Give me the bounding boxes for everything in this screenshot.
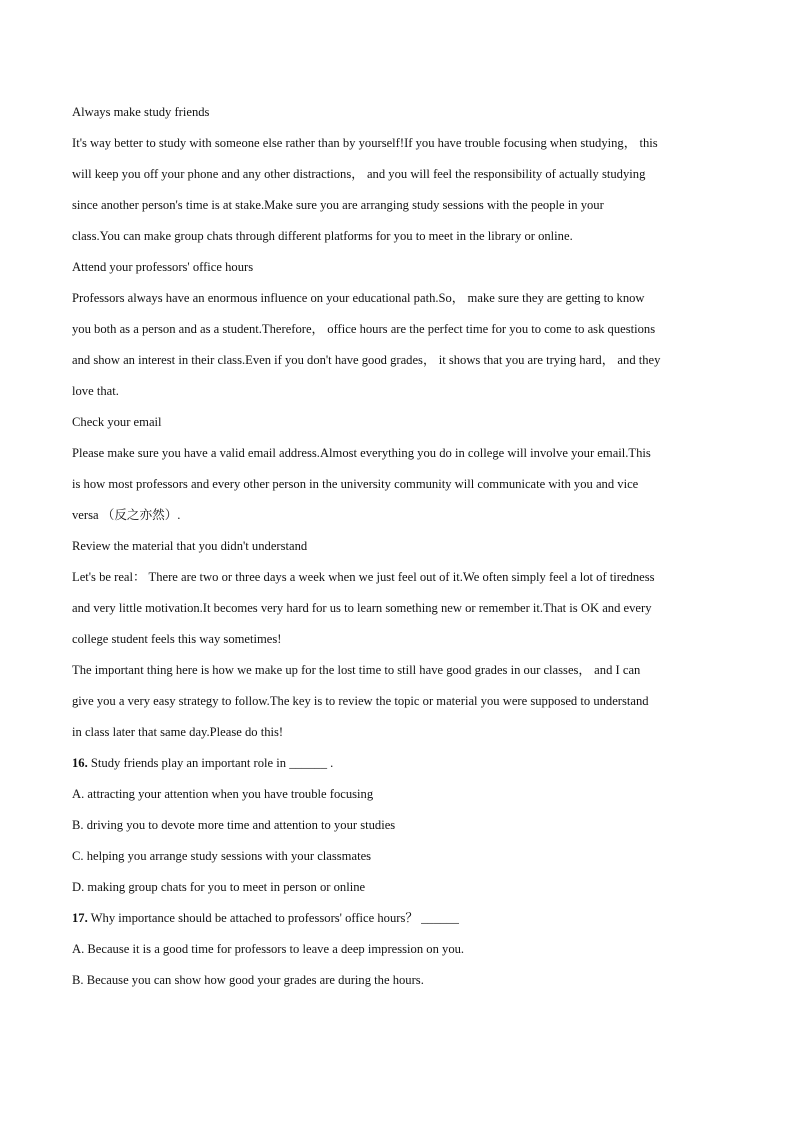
paragraph bbox=[72, 562, 720, 655]
answer-option-b: B. Because you can show how good your grades are during the hours. bbox=[72, 973, 424, 987]
section-heading: Review the material that you didn't understand bbox=[72, 539, 308, 553]
paragraph bbox=[72, 655, 720, 748]
paragraph bbox=[72, 128, 720, 252]
paragraph bbox=[72, 438, 720, 531]
question-number: 16. bbox=[72, 756, 88, 770]
paragraph-line: It's way better to study with someone else rather than by yourself!If you have trouble focusing when studying， this bbox=[72, 136, 658, 150]
paragraph-line: give you a very easy strategy to follow.The key is to review the topic or material you were supposed to understand bbox=[72, 694, 649, 708]
question-number: 17. bbox=[72, 911, 88, 925]
answer-option-b: B. driving you to devote more time and attention to your studies bbox=[72, 818, 396, 832]
paragraph-line: love that. bbox=[72, 384, 119, 398]
paragraph-line: Professors always have an enormous influence on your educational path.So， make sure they are getting to know bbox=[72, 291, 645, 305]
section-office-hours bbox=[72, 252, 720, 407]
question-16 bbox=[72, 748, 720, 903]
section-heading: Attend your professors' office hours bbox=[72, 260, 254, 274]
paragraph-line: Let's be real： There are two or three days a week when we just feel out of it.We often simply feel a lot of tiredness bbox=[72, 570, 655, 584]
question-text: Why importance should be attached to professors' office hours？ ______ bbox=[87, 911, 459, 925]
paragraph-line: since another person's time is at stake.Make sure you are arranging study sessions with the people in your bbox=[72, 198, 604, 212]
paragraph bbox=[72, 283, 720, 407]
question-text: Study friends play an important role in ______ . bbox=[87, 756, 334, 770]
paragraph-line: college student feels this way sometimes! bbox=[72, 632, 282, 646]
paragraph-line: The important thing here is how we make up for the lost time to still have good grades in our classes， and I can bbox=[72, 663, 641, 677]
paragraph-line: class.You can make group chats through different platforms for you to meet in the library or online. bbox=[72, 229, 573, 243]
paragraph-line: Please make sure you have a valid email address.Almost everything you do in college will involve your email.This bbox=[72, 446, 651, 460]
section-study-friends bbox=[72, 97, 720, 252]
answer-option-a: A. Because it is a good time for professors to leave a deep impression on you. bbox=[72, 942, 465, 956]
paragraph-line: in class later that same day.Please do this! bbox=[72, 725, 284, 739]
paragraph-line: and very little motivation.It becomes very hard for us to learn something new or remember it.That is OK and every bbox=[72, 601, 652, 615]
section-check-email bbox=[72, 407, 720, 531]
question-stem bbox=[72, 748, 720, 779]
paragraph-line: is how most professors and every other person in the university community will communicate with you and vice bbox=[72, 477, 639, 491]
answer-option-d: D. making group chats for you to meet in person or online bbox=[72, 880, 366, 894]
section-heading: Check your email bbox=[72, 415, 162, 429]
paragraph-line: you both as a person and as a student.Therefore， office hours are the perfect time for you to come to ask questions bbox=[72, 322, 656, 336]
paragraph-line: versa （反之亦然）. bbox=[72, 508, 181, 522]
section-heading: Always make study friends bbox=[72, 105, 210, 119]
question-stem bbox=[72, 903, 720, 934]
answer-option-a: A. attracting your attention when you have trouble focusing bbox=[72, 787, 374, 801]
paragraph-line: will keep you off your phone and any other distractions， and you will feel the responsibility of actually studying bbox=[72, 167, 646, 181]
answer-option-c: C. helping you arrange study sessions with your classmates bbox=[72, 849, 372, 863]
paragraph-line: and show an interest in their class.Even if you don't have good grades， it shows that you are trying hard， and they bbox=[72, 353, 661, 367]
document-page bbox=[72, 97, 720, 996]
section-review-material bbox=[72, 531, 720, 748]
question-17 bbox=[72, 903, 720, 996]
